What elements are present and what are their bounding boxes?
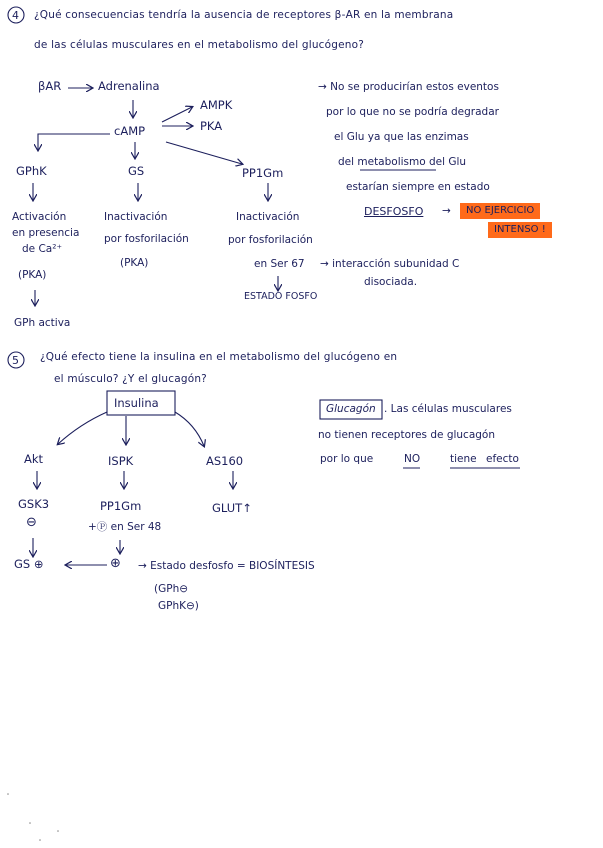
arrow-insulina-to-akt [58,412,107,444]
gphk-pka-label: (PKA) [18,269,47,281]
highlight-no-ejercicio: NO EJERCICIO [460,203,540,219]
pp1-plus: ⊕ [110,556,121,571]
gs-plus-label: GS ⊕ [14,557,44,571]
ispk-label: ISPK [108,454,134,468]
bracket-camp-gphk [38,134,110,150]
highlight-intenso: INTENSO ! [488,222,552,238]
q4-answer-line4: del metabolismo del Glu [338,156,467,168]
q5-answer-line1: . Las células musculares [384,403,512,415]
q5-answer-efecto: efecto [486,453,519,465]
stray-dot [29,822,31,824]
stray-dot [57,830,59,832]
gph-minus-label: (GPh⊖ [154,583,189,595]
arrow-camp-to-ampk [162,107,192,122]
estado-desfosfo-label: → Estado desfosfo = BIOSÍNTESIS [138,560,315,572]
pka-label: PKA [200,119,223,133]
as160-label: AS160 [206,454,244,468]
q5-question-line1: ¿Qué efecto tiene la insulina en el metabolismo del glucógeno en [40,351,398,363]
stray-dot [7,793,9,795]
adrenalina-label: Adrenalina [98,79,160,93]
beta-ar-label: βAR [38,79,62,93]
q5-answer-line3: por lo que [320,453,374,465]
ser48-label: +Ⓟ en Ser 48 [88,521,162,533]
q5-answer-no: NO [404,453,421,465]
arrow-camp-to-pp1gm [166,142,242,164]
desfosfo-arrow: → [442,205,451,217]
pp1-desc-line2: por fosforilación [228,234,313,246]
arrow-insulina-to-as160 [175,412,204,446]
camp-label: cAMP [114,124,146,138]
q4-answer-line1: → No se producirían estos eventos [318,81,499,93]
pp1-desc-line1: Inactivación [236,211,300,223]
glucagon-label: Glucagón [326,403,376,415]
glut-label: GLUT↑ [212,501,252,515]
gs-desc-line2: por fosforilación [104,233,189,245]
q4-answer-line2: por lo que no se podría degradar [326,106,499,118]
ampk-label: AMPK [200,98,233,112]
desfosfo-label: DESFOSFO [364,205,424,218]
q4-question-line1: ¿Qué consecuencias tendría la ausencia de receptores β-AR en la membrana [34,9,454,21]
interaccion-label: → interacción subunidad C [320,258,460,270]
gs-desc-line1: Inactivación [104,211,168,223]
gphk-desc-line1: Activación [12,211,67,223]
q4-question-line2: de las células musculares en el metabolismo del glucógeno? [34,39,365,51]
gs-pka-label: (PKA) [120,257,149,269]
gph-activa-label: GPh activa [14,317,71,329]
gsk3-label: GSK3 [18,497,50,511]
gs-label: GS [128,164,145,178]
gsk3-minus: ⊖ [26,515,37,530]
pp1gm-label: PP1Gm [242,166,284,180]
q4-answer-line3: el Glu ya que las enzimas [334,131,469,143]
q4-number: 4 [12,9,20,22]
gphk-minus-label: GPhK⊖) [158,600,199,612]
akt-label: Akt [24,452,44,466]
q5-answer-line2: no tienen receptores de glucagón [318,429,496,441]
gphk-desc-line3: de Ca²⁺ [22,243,62,255]
disociada-label: disociada. [364,276,418,288]
pp1gm-q5-label: PP1Gm [100,499,142,513]
stray-dot [39,839,41,841]
gphk-label: GPhK [16,164,47,178]
q5-answer-tiene: tiene [450,453,477,465]
q4-answer-line5: estarían siempre en estado [346,181,490,193]
q5-question-line2: el músculo? ¿Y el glucagón? [54,373,207,385]
estado-fosfo-label: ESTADO FOSFO [244,291,318,302]
ser67-label: en Ser 67 [254,258,305,270]
gphk-desc-line2: en presencia [12,227,80,239]
insulina-label: Insulina [114,396,159,410]
q5-number: 5 [12,354,20,367]
